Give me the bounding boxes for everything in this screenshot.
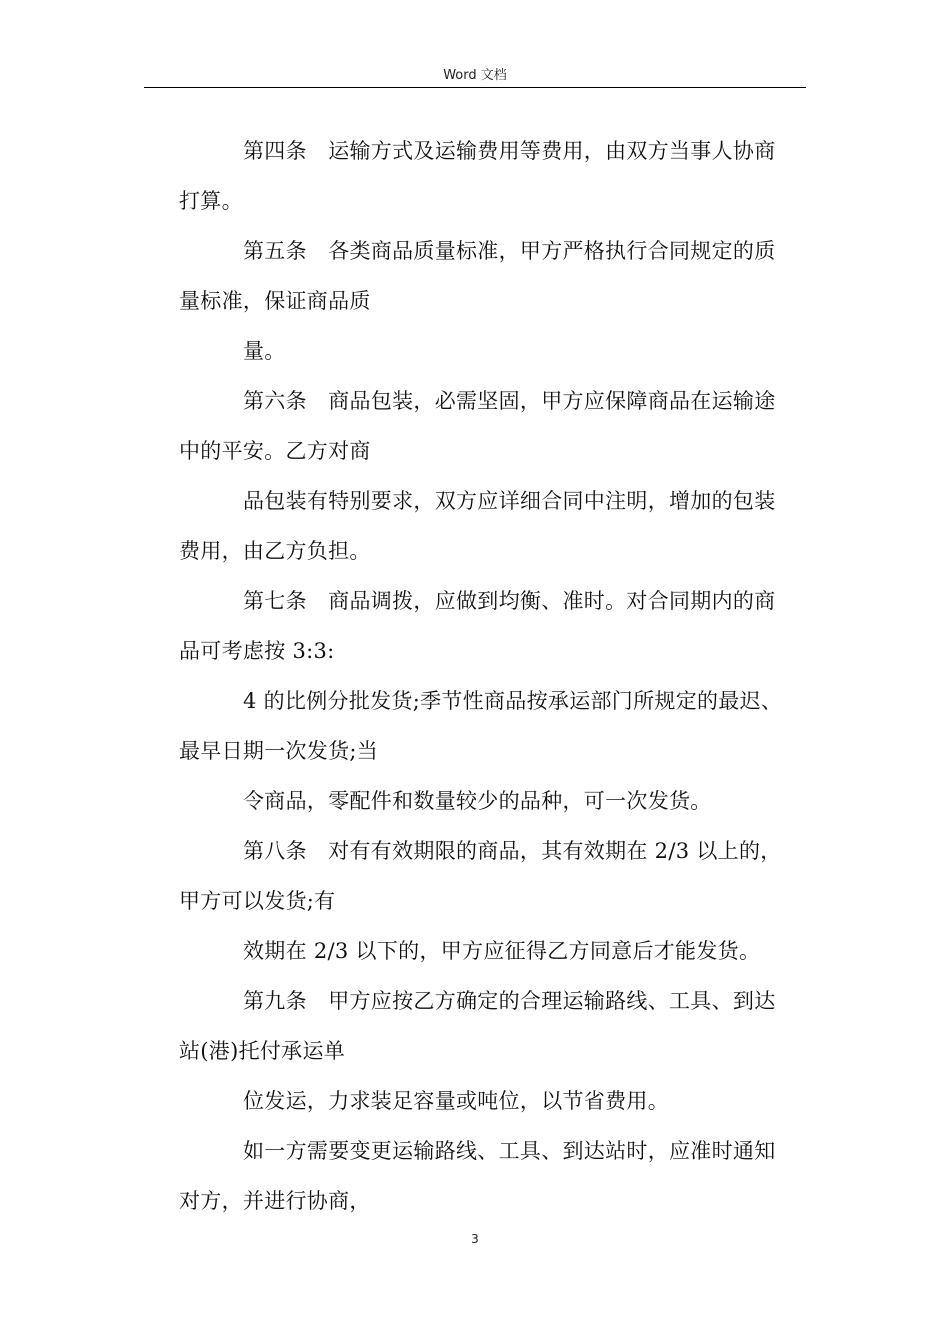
text-line: 品包装有特别要求，双方应详细合同中注明，增加的包装: [243, 489, 776, 513]
text-line: 站(港)托付承运单: [179, 1039, 346, 1063]
text-line: 甲方可以发货;有: [179, 889, 336, 913]
text-line: 第六条 商品包装，必需坚固，甲方应保障商品在运输途: [243, 389, 776, 413]
text-line: 位发运，力求装足容量或吨位，以节省费用。: [243, 1089, 669, 1113]
header-divider: [144, 87, 806, 88]
text-line: 量。: [243, 339, 286, 363]
text-line: 效期在 2/3 以下的，甲方应征得乙方同意后才能发货。: [243, 939, 761, 963]
text-line: 费用，由乙方负担。: [179, 539, 371, 563]
text-line: 品可考虑按 3:3:: [179, 639, 335, 663]
document-header-title: Word 文档: [443, 68, 507, 83]
document-body: [179, 126, 809, 1226]
text-line: 第五条 各类商品质量标准，甲方严格执行合同规定的质: [243, 239, 776, 263]
text-line: 如一方需要变更运输路线、工具、到达站时，应准时通知: [243, 1139, 776, 1163]
text-line: 对方，并进行协商，: [179, 1189, 371, 1213]
text-line: 打算。: [179, 189, 243, 213]
text-line: 第九条 甲方应按乙方确定的合理运输路线、工具、到达: [243, 989, 776, 1013]
text-line: 量标准，保证商品质: [179, 289, 371, 313]
text-line: 令商品，零配件和数量较少的品种，可一次发货。: [243, 789, 712, 813]
text-line: 第七条 商品调拨，应做到均衡、准时。对合同期内的商: [243, 589, 776, 613]
text-line: 第四条 运输方式及运输费用等费用，由双方当事人协商: [243, 139, 776, 163]
text-line: 最早日期一次发货;当: [179, 739, 379, 763]
text-line: 中的平安。乙方对商: [179, 439, 371, 463]
text-line: 4 的比例分批发货;季节性商品按承运部门所规定的最迟、: [243, 689, 783, 713]
text-line: 第八条 对有有效期限的商品，其有效期在 2/3 以上的，: [243, 839, 782, 863]
page-number: 3: [471, 1232, 479, 1246]
